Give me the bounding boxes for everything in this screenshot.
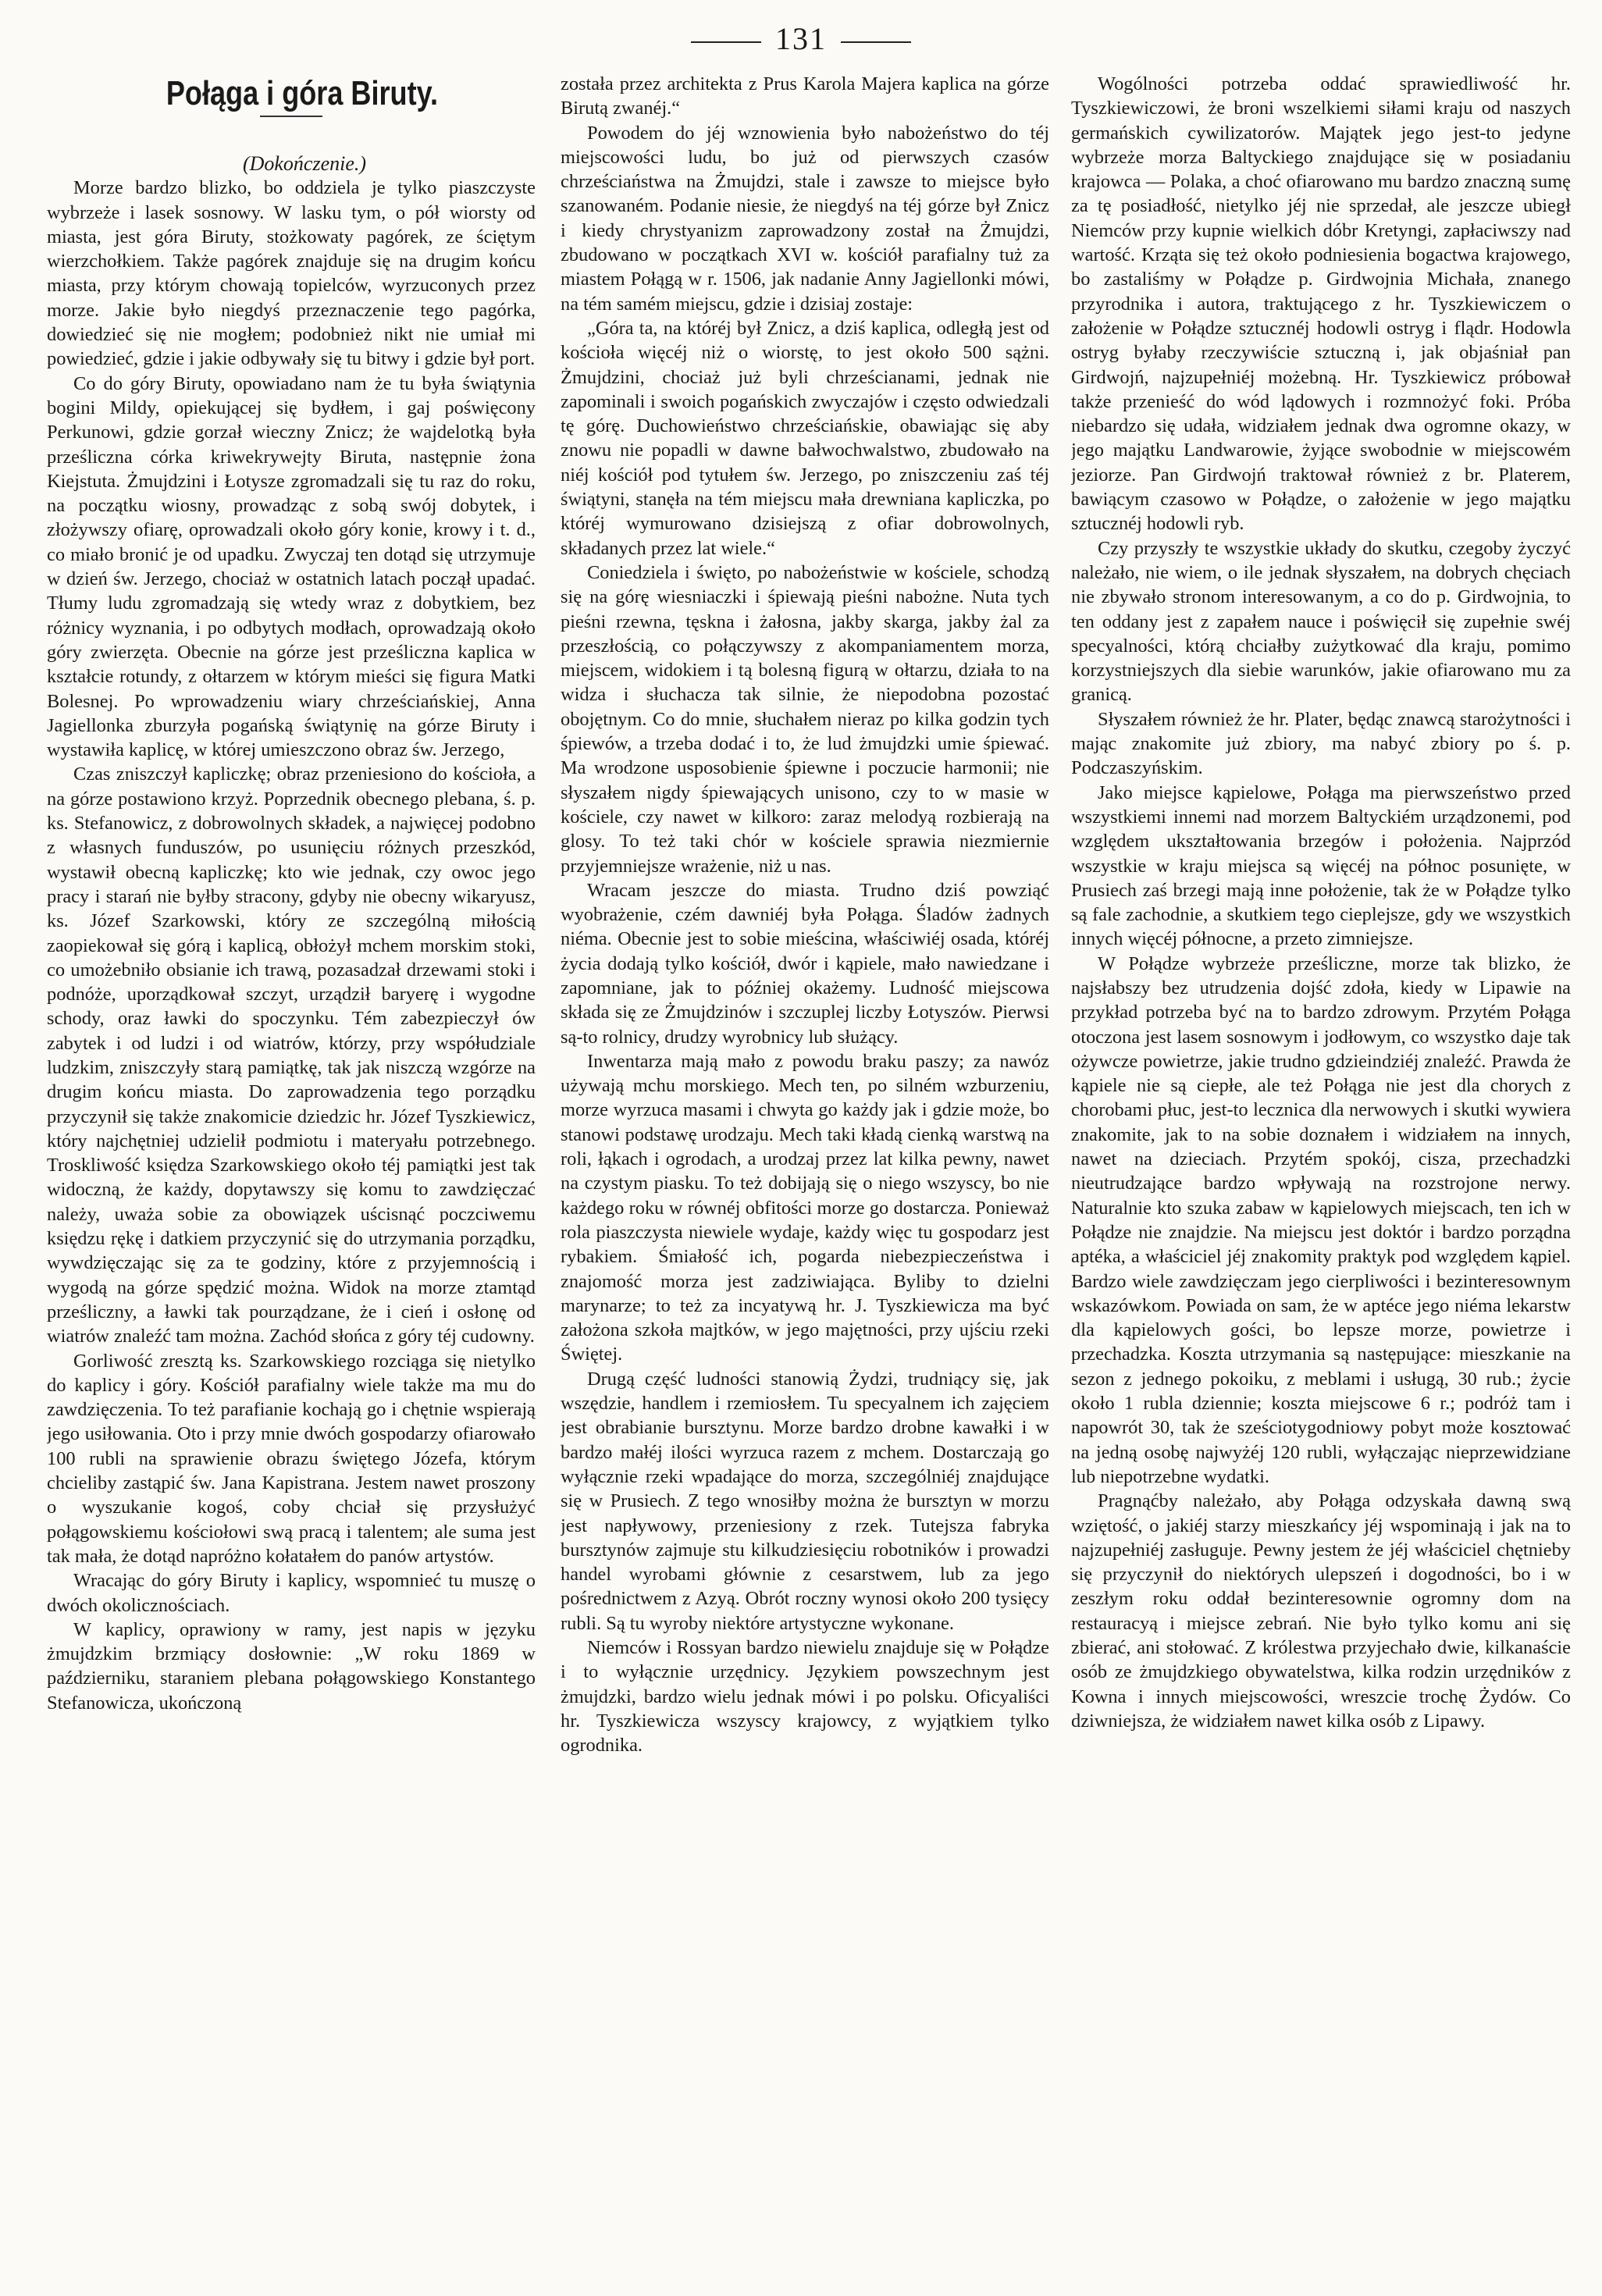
paragraph: W kaplicy, oprawiony w ramy, jest napis w języku żmujdzkim brzmiący dosłownie: „W roku 1869 w październiku, staraniem plebana połągowskiego Konstantego Stefanowicza, ukończoną	[47, 1618, 536, 1714]
article-subtitle: (Dokończenie.)	[242, 152, 367, 175]
page-number-header	[0, 20, 1602, 57]
paragraph: Wracam jeszcze do miasta. Trudno dziś powziąć wyobrażenie, czém dawniéj była Połąga. Śladów żadnych niéma. Obecnie jest to sobie mieścina, właściwiéj osada, któréj życia dodają tylko kościół, dwór i kąpiele, mało nawiedzane i zapomniane, jak to później okażemy. Ludność miejscowa składa się ze Żmujdzinów i szczuplej liczby Łotyszów. Pierwsi są-to rolnicy, drudzy wyrobnicy lub służący.	[561, 879, 1049, 1048]
paragraph: Pragnąćby należało, aby Połąga odzyskała dawną swą wziętość, o jakiéj starzy mieszkańcy jéj wspominają i jak na to najzupełniéj zasługuje. Pewny jestem że jéj właściciel chętnieby się przyczynił do niektórych ulepszeń i dogodności, bo i w zeszłym roku oddał bezinteresownie ogromny dom na restauracyą i miejsce zebrań. Nie było tylko komu ani się zbierać, ani stołować. Z królestwa przyjechało dwie, kilkanaście osób ze żmujdzkiego obywatelstwa, kilka rodzin urzędników z Kowna i innych miejscowości, wreszcie trochę Żydów. Co dziwniejsza, że widziałem nawet kilka osób z Lipawy.	[1071, 1490, 1571, 1732]
article-title: Połąga i góra Biruty.	[166, 74, 439, 112]
column-3	[1071, 72, 1571, 2285]
column-1	[47, 72, 536, 2285]
paragraph: Wracając do góry Biruty i kaplicy, wspomnieć tu muszę o dwóch okolicznościach.	[47, 1570, 536, 1616]
quotation: „Góra ta, na któréj był Znicz, a dziś kaplica, odległą jest od kościoła więcéj niż o wiorstę, to jest około 500 sążni. Żmujdzini, chociaż już byli chrześcianami, jednak nie zapominali i swoich pogańskich zwyczajów i często odwiedzali tę górę. Duchowieństwo chrześciańskie, obawiając się aby znowu nie popadli w dawne bałwochwalstwo, zbudowało na niéj kościół pod tytułem św. Jerzego, po zniszczeniu zaś téj świątyni, stanęła na tém miejscu mała drewniana kapliczka, po któréj wymurowano dzisiejszą z ofiar dobrowolnych, składanych przez lat wiele.“	[561, 317, 1049, 559]
paragraph: Coniedziela i święto, po nabożeństwie w kościele, schodzą się na górę wiesniaczki i śpiewają pieśni nabożne. Nuta tych pieśni rzewna, tęskna i żałosna, jakby skarga, jakby żal za przeszłością, co połączywszy z akompaniamentem morza, miejscem, widokiem i tą bolesną figurą w ołtarzu, działa to na widza i słuchacza tak silnie, że niepodobna pozostać obojętnym. Co do mnie, słuchałem nieraz po kilka godzin tych śpiewów, a trzeba dodać i to, że lud żmujdzki umie śpiewać. Ma wrodzone usposobienie śpiewne i poczucie harmonii; nie słyszałem nigdy śpiewających unisono, czy to w masie w kościele, czy nawet w kilkoro: zaraz melodyą rozbierają na glosy. To też taki chór w kościele sprawia niezmiernie przyjemniejsze wrażenie, niż u nas.	[561, 561, 1049, 877]
paragraph: Czy przyszły te wszystkie układy do skutku, czegoby życzyć należało, nie wiem, o ile jednak słyszałem, na dobrych chęciach nie zbywało stronom interesowanym, a co do p. Girdwojnia, to ten oddany jest z zapałem nauce i poświęcił się zupełnie swéj specyalności, którą chciałby zużytkować dla kraju, pomimo korzystniejszych dla siebie warunków, jakie ofiarowano mu za granicą.	[1071, 537, 1571, 706]
paragraph: Niemców i Rossyan bardzo niewielu znajduje się w Połądze i to wyłącznie urzędnicy. Językiem powszechnym jest żmujdzki, bardzo wielu jednak mówi i po polsku. Oficyaliści hr. Tyszkiewicza wszyscy krajowcy, z wyjątkiem tylko ogrodnika.	[561, 1637, 1049, 1757]
paragraph: Powodem do jéj wznowienia było nabożeństwo do téj miejscowości ludu, bo już od pierwszych czasów chrześciaństwa na Żmujdzi, stale i zawsze to miejsce było szanowaném. Podanie niesie, że niegdyś na téj górze był Znicz i kiedy chrystyanizm zaprowadzony został na Żmujdzi, zbudowano w początkach XVI w. kościół parafialny tuż za miastem Połągą w r. 1506, jak nadanie Anny Jagiellonki mówi, na tém samém miejscu, gdzie i dzisiaj zostaje:	[561, 122, 1049, 315]
paragraph: Drugą część ludności stanowią Żydzi, trudniący się, jak wszędzie, handlem i rzemiosłem. Tu specyalnem ich zajęciem jest obrabianie bursztynu. Morze bardzo drobne kawałki i w bardzo małéj ilości wyrzuca razem z mchem. Dostarczają go wyłącznie rzeki wpadające do morza, szczególniéj znajdujące się w Prusiech. Z tego wnosiłby można że bursztyn w morzu jest napływowy, przeniesiony z rzek. Tutejsza fabryka bursztynów zajmuje stu kilkudziesięciu robotników i prowadzi handel wyrobami głównie z cesarstwem, lub za jego pośrednictwem z Azyą. Obrót roczny wynosi około 200 tysięcy rubli. Są tu wyroby niektóre artystyczne wykonane.	[561, 1368, 1049, 1634]
paragraph: została przez architekta z Prus Karola Majera kaplica na górze Birutą zwanéj.“	[561, 73, 1049, 119]
paragraph: Słyszałem również że hr. Plater, będąc znawcą starożytności i mając znakomite już zbiory, ma nabyć zbiory po ś. p. Podczaszyńskim.	[1071, 708, 1571, 779]
header-rule-right	[841, 41, 911, 43]
paragraph: Wogólności potrzeba oddać sprawiedliwość hr. Tyszkiewiczowi, że broni wszelkiemi siłami kraju od naszych germańskich cywilizatorów. Majątek jego jest-to jedyne wybrzeże morza Baltyckiego znajdujące się w posiadaniu krajowca — Polaka, a choć ofiarowano mu bardzo znaczną sumę za tę posiadłość, nietylko jéj nie sprzedał, ale jeszcze ubiegł Niemców przy kupnie wielkich dóbr Kretyngi, zapłaciwszy nad wartość. Krząta się też około podniesienia bogactwa krajowego, bo zastaliśmy w Połądze p. Girdwojnia Michała, znanego przyrodnika i autora, traktującego z hr. Tyszkiewiczem o założenie w Połądze sztucznéj hodowli ostryg i flądr. Hodowla ostryg byłaby rzeczywiście sztuczną i, jak objaśniał pan Girdwojń, najzupełniéj możebną. Hr. Tyszkiewicz próbował także przenieść do wód lądowych i rozmnożyć foki. Próba niebardzo się udała, widziałem jednak dwa ogromne okazy, w jego majątku Landwarowie, żyjące swobodnie w miejscowém jeziorze. Pan Girdwojń traktował również z br. Platerem, bawiącym czasowo w Połądze, o założenie w jego majątku sztucznéj hodowli ryb.	[1071, 73, 1571, 535]
paragraph: Morze bardzo blizko, bo oddziela je tylko piaszczyste wybrzeże i lasek sosnowy. W lasku tym, o pół wiorsty od miasta, jest góra Biruty, stożkowaty pagórek, ze ściętym wierzchołkiem. Także pagórek znajduje się na drugim końcu miasta, przy którym chowają topielców, wyrzuconych przez morze. Jakie było niegdyś przeznaczenie tego pagórka, dowiedzieć się nie mogłem; podobnież nikt nie umiał mi powiedzieć, gdzie i jakie odbywały się tu bitwy i gdzie był port.	[47, 177, 536, 370]
paragraph: Jako miejsce kąpielowe, Połąga ma pierwszeństwo przed wszystkiemi innemi nad morzem Baltyckiém urządzonemi, pod względem ukształtowania brzegów i położenia. Najprzód wszystkie w kraju miejsca są więcéj na północ posunięte, w Prusiech zaś brzegi mają inne położenie, tak że w Połądze tylko są fale zachodnie, a skutkiem tego cieplejsze, gdy we wszystkich innych więcéj północne, a przeto zimniejsze.	[1071, 781, 1571, 950]
paragraph: Gorliwość zresztą ks. Szarkowskiego rozciąga się nietylko do kaplicy i góry. Kościół parafialny wiele także ma mu do zawdzięczenia. To też parafianie kochają go i chętnie wspierają jego usiłowania. Oto i przy mnie dwóch gospodarzy ofiarowało 100 rubli na sprawienie obrazu świętego Józefa, którym chcieliby zastąpić św. Jana Kapistrana. Jestem nawet proszony o wyszukanie kogoś, coby chciał się przysłużyć połągowskiemu kościołowi swą pracą i talentem; ale suma jest tak mała, że dotąd napróżno kołatałem do panów artystów.	[47, 1350, 536, 1567]
paragraph: Inwentarza mają mało z powodu braku paszy; za nawóz używają mchu morskiego. Mech ten, po silném wzburzeniu, morze wyrzuca masami i chwyta go każdy jak i gdzie może, bo stanowi podstawę urodzaju. Mech taki kładą cienką warstwą na roli, łąkach i ogrodach, a urodzaj przez lat kilka pewny, nawet na czystym piasku. To też dobijają się o niego wszyscy, bo nie każdego roku w równéj obfitości morze go dostarcza. Ponieważ rola piaszczysta niewiele wydaje, każdy więc tu gospodarz jest rybakiem. Śmiałość ich, pogarda niebezpieczeństwa i znajomość morza jest zadziwiająca. Byliby to dzielni marynarze; to też za incyatywą hr. J. Tyszkiewicza ma być założona szkoła majtków, w jego majętności, przy ujściu rzeki Świętej.	[561, 1050, 1049, 1365]
header-rule-left	[691, 41, 761, 43]
paragraph: Czas zniszczył kapliczkę; obraz przeniesiono do kościoła, a na górze postawiono krzyż. Poprzednik obecnego plebana, ś. p. ks. Stefanowicz, z dobrowolnych składek, a najwięcej podobno z własnych funduszów, po usunięciu różnych przeszkód, wystawił obecną kapliczkę; kto wie jednak, czy owoc jego pracy i starań nie byłby stracony, gdyby nie obecny wikaryusz, ks. Józef Szarkowski, który ze szczególną miłością zaopiekował się górą i kaplicą, obłożył mchem morskim stoki, co umożebniło obsianie ich trawą, pozasadzał drzewami stoki i podnóże, uporządkował szczyt, urządził baryerę i wygodne schody, oraz ławki do spoczynku. Tém zabezpieczył ów zabytek i od ludzi i od wiatrów, którzy, przy współudziale ludzkim, zniszczyły starą pamiątkę, tak jak niszczą wzgórze na drugim końcu miasta. Do zaprowadzenia tego porządku przyczynił się także znakomicie dziedzic hr. Józef Tyszkiewicz, który najchętniej udzielił podmiotu i materyału potrzebnego. Troskliwość księdza Szarkowskiego około téj pamiątki jest tak widoczną, że każdy, dopytawszy się komu to zawdzięczać należy, uważa sobie za obowiązek uścisnąć poczciwemu księdzu rękę i datkiem przyczynić się do utrzymania porządku, wywdzięczając się za te godziny, które z przyjemnością i wygodą na górze spędzić można. Widok na morze ztamtąd prześliczny, a ławki tak pourządzane, że i cień i osłonę od wiatrów znaleźć tam można. Zachód słońca z góry téj cudowny.	[47, 764, 536, 1347]
column-2	[561, 72, 1049, 2285]
paragraph: W Połądze wybrzeże prześliczne, morze tak blizko, że najsłabszy bez utrudzenia dojść zdoła, kiedy w Lipawie na przykład potrzeba być na to bardzo zdrowym. Przytém Połąga otoczona jest lasem sosnowym i jodłowym, co wszystko daje tak ożywcze powietrze, jakie trudno gdzieindziéj znaleźć. Prawda że kąpiele nie są ciepłe, ale też Połąga nie jest dla chorych z chorobami płuc, jest-to lecznica dla nerwowych i skutki wywiera znakomite, jak to na sobie doznałem i widziałem na innych, nawet na dzieciach. Przytém spokój, cisza, przechadzki nieutrudzające bardzo wpływają na rozstrojone nerwy. Naturalnie kto szuka zabaw w kąpielowych miejscach, ten ich w Połądze nie znajdzie. Na miejscu jest doktór i bardzo porządna aptéka, a właściciel jéj znakomity praktyk pod względem kąpiel. Bardzo wiele zawdzięczam jego cierpliwości i bezinteresownym wskazówkom. Powiada on sam, że w aptéce jego niéma lekarstw dla kąpielowych gości, bo lepsze morze, powietrze i przechadzka. Koszta utrzymania są następujące: mieszkanie na sezon z jednego pokoiku, z meblami i usługą, 30 rub.; życie około 1 rubla dziennie; koszta miejscowe 6 r.; podróż tam i napowrót 30, tak że sześciotygodniowy pobyt może kosztować na jedną osobę najwyżéj 120 rubli, wyłączając nieprzewidziane lub niepotrzebne wydatki.	[1071, 952, 1571, 1487]
title-divider	[260, 116, 322, 117]
paragraph: Co do góry Biruty, opowiadano nam że tu była świątynia bogini Mildy, opiekującej się bydłem, i gaj poświęcony Perkunowi, gdzie gorzał wieczny Znicz; że wajdelotką była prześliczna córka kriwekrywejty Biruta, następnie żona Kiejstuta. Żmujdzini i Łotysze zgromadzali się tu raz do roku, na początku wiosny, prowadząc z sobą swój dobytek, i złożywszy ofiarę, oprowadzali około góry konie, krowy i t. d., co miało bronić je od upadku. Zwyczaj ten dotąd się utrzymuje w dzień św. Jerzego, chociaż w ostatnich latach począł upadać. Tłumy ludu zgromadzają się wtedy wraz z dobytkiem, bez różnicy wyznania, i po odbytych modłach, oprowadzają około góry zwierzęta. Obecnie na górze jest prześliczna kaplica w kształcie rotundy, z ołtarzem w którym mieści się figura Matki Bolesnej. Po wprowadzeniu wiary chrześciańskiej, Anna Jagiellonka zburzyła pogańską świątynię na górze Biruty i wystawiła kaplicę, w której umieszczono obraz św. Jerzego,	[47, 372, 536, 761]
page-number: 131	[775, 21, 827, 56]
